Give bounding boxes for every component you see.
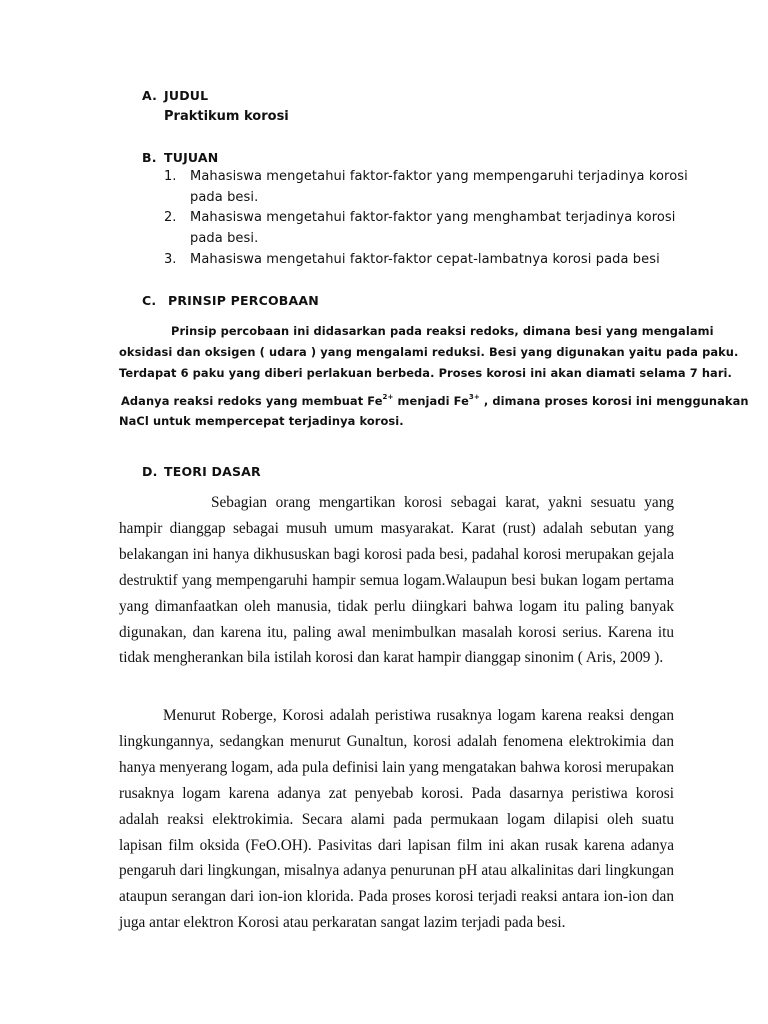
objective-number: 1. — [164, 169, 177, 184]
reaction-text: menjadi Fe — [393, 394, 469, 408]
reaction-text: , dimana proses korosi ini menggunakan — [479, 394, 749, 408]
objective-text: Mahasiswa mengetahui faktor-faktor yang mempengaruhi terjadinya korosi — [190, 169, 688, 184]
fe2-charge: 2+ — [382, 393, 394, 401]
objective-text: Mahasiswa mengetahui faktor-faktor yang menghambat terjadinya korosi — [190, 210, 676, 225]
section-a-subtitle: Praktikum korosi — [164, 109, 289, 124]
prinsip-line: Prinsip percobaan ini didasarkan pada reaksi redoks, dimana besi yang mengalami — [171, 324, 714, 338]
section-d-letter: D. — [142, 464, 158, 479]
prinsip-line: NaCl untuk mempercepat terjadinya korosi. — [119, 414, 404, 428]
teori-paragraph-2: Menurut Roberge, Korosi adalah peristiwa rusaknya logam karena reaksi dengan lingkungannya, sedangkan menurut Gunaltun, korosi adalah fenomena elektrokimia dan hanya menyerang logam, ada pula definisi lain yang mengatakan bahwa korosi merupakan rusaknya logam karena adanya zat penyebab korosi. Pada dasarnya peristiwa korosi adalah reaksi elektrokimia. Secara alami pada permukaan logam dilapisi oleh suatu lapisan film oksida (FeO.OH). Pasivitas dari lapisan film ini akan rusak karena adanya pengaruh dari lingkungan, misalnya adanya penurunan pH atau alkalinitas dari lingkungan ataupun serangan dari ion-ion klorida. Pada proses korosi terjadi reaksi antara ion-ion dan juga antar elektron Korosi atau perkaratan sangat lazim terjadi pada besi. — [119, 707, 674, 932]
section-d-heading: TEORI DASAR — [164, 464, 261, 479]
section-a-letter: A. — [142, 88, 158, 103]
section-b-heading: TUJUAN — [164, 150, 219, 165]
objective-number: 2. — [164, 210, 177, 225]
objective-number: 3. — [164, 252, 177, 267]
section-b-letter: B. — [142, 150, 157, 165]
prinsip-line: oksidasi dan oksigen ( udara ) yang mengalami reduksi. Besi yang digunakan yaitu pada paku. — [119, 345, 739, 359]
prinsip-line: Terdapat 6 paku yang diberi perlakuan berbeda. Proses korosi ini akan diamati selama 7 hari. — [119, 366, 732, 380]
section-c-heading: PRINSIP PERCOBAAN — [168, 293, 319, 308]
fe3-charge: 3+ — [468, 393, 480, 401]
prinsip-reaction-line — [121, 394, 749, 408]
section-a-heading: JUDUL — [164, 88, 209, 103]
section-c-letter: C. — [142, 293, 157, 308]
reaction-text: Adanya reaksi redoks yang membuat Fe — [121, 394, 383, 408]
objective-text: Mahasiswa mengetahui faktor-faktor cepat-lambatnya korosi pada besi — [190, 252, 660, 267]
objective-text-cont: pada besi. — [190, 231, 259, 246]
objective-text-cont: pada besi. — [190, 190, 259, 205]
teori-paragraph-1: Sebagian orang mengartikan korosi sebagai karat, yakni sesuatu yang hampir dianggap sebagai musuh umum masyarakat. Karat (rust) adalah sebutan yang belakangan ini hanya dikhususkan bagi korosi pada besi, padahal korosi merupakan gejala destruktif yang mempengaruhi hampir semua logam.Walaupun besi bukan logam pertama yang dimanfaatkan oleh manusia, tidak perlu diingkari bahwa logam itu paling banyak digunakan, dan karena itu, paling awal menimbulkan masalah korosi serius. Karena itu tidak mengherankan bila istilah korosi dan karat hampir dianggap sinonim ( Aris, 2009 ). — [119, 494, 674, 667]
